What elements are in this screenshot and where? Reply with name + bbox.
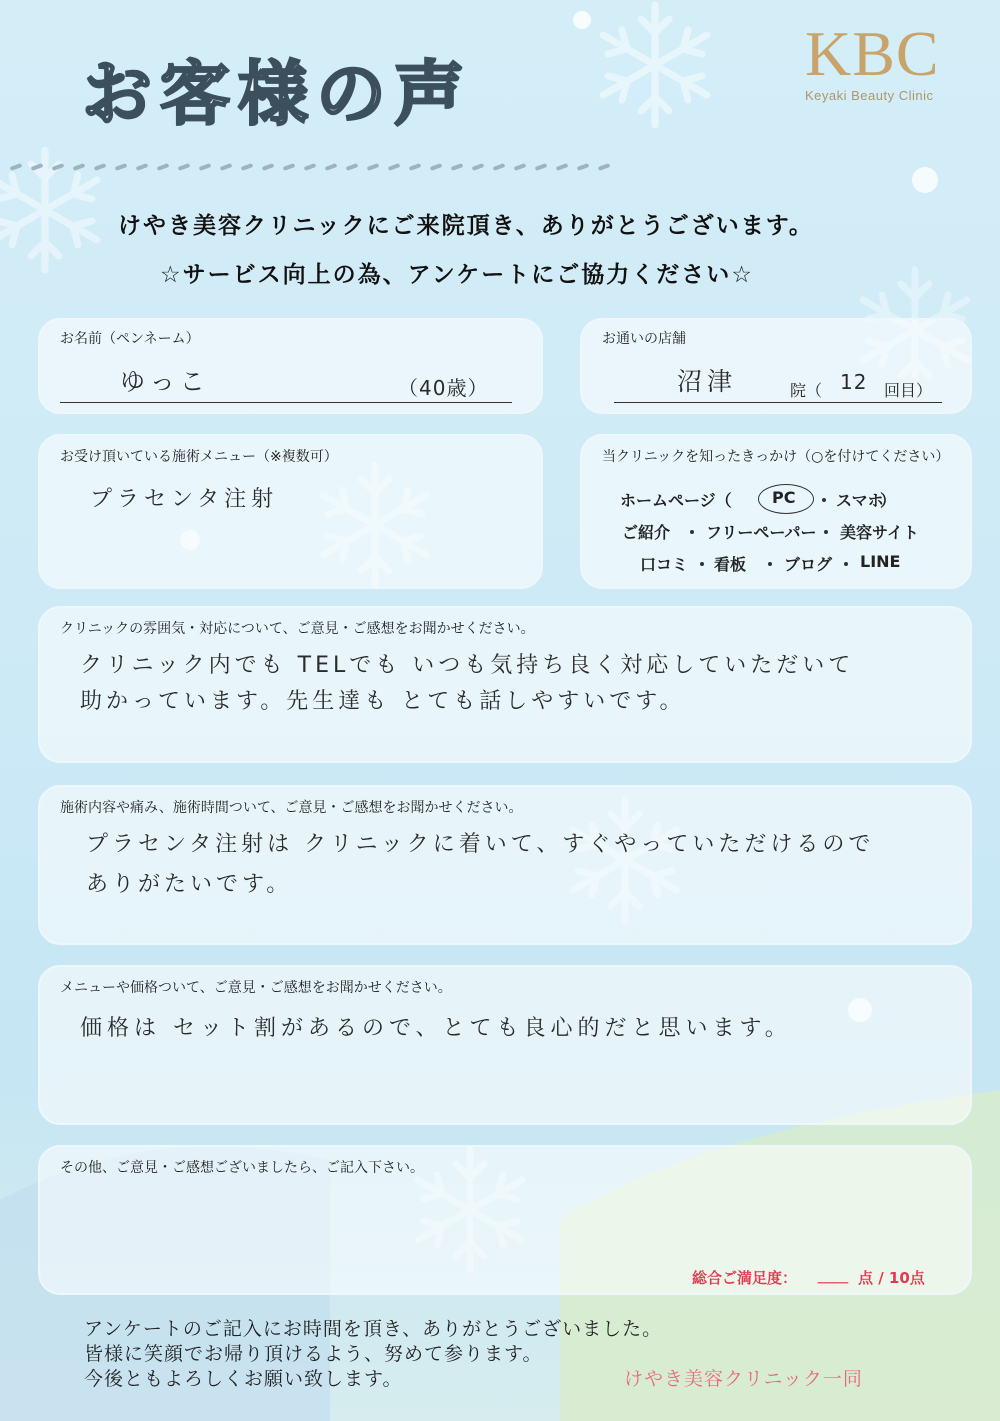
name-underline [60,402,512,403]
intro-line-2: ☆サービス向上の為、アンケートにご協力ください☆ [160,262,754,288]
other-card [38,1145,972,1295]
option-smartphone[interactable]: スマホ [836,491,884,510]
treatment-answer-line-2[interactable]: ありがたいです。 [86,872,293,897]
separator-dot [768,562,772,566]
footer-line-2: 皆様に笑顔でお帰り頂けるよう、努めて参ります。 [84,1343,543,1365]
option-line[interactable]: LINE [860,552,901,571]
menu-value[interactable]: プラセンタ注射 [90,487,279,512]
separator-dot [824,530,828,534]
option-introduction[interactable]: ご紹介 [622,523,671,542]
footer-line-3: 今後ともよろしくお願い致します。 [84,1368,403,1390]
footer-line-1: アンケートのご記入にお時間を頂き、ありがとうございました。 [84,1318,663,1340]
menu-label: お受け頂いている施術メニュー（※複数可） [60,449,338,465]
store-suffix-visits: 回目） [884,381,933,400]
option-word-of-mouth[interactable]: 口コミ [640,555,689,574]
option-blog[interactable]: ブログ [784,555,833,574]
dashed-divider [10,154,620,162]
treatment-answer-line-1[interactable]: プラセンタ注射は クリニックに着いて、すぐやっていただけるので [86,832,875,857]
intro-line-1: けやき美容クリニックにご来院頂き、ありがとうございます。 [118,213,814,239]
store-suffix-in: 院（ [790,381,823,400]
satisfaction-unit: 点 / 10点 [858,1269,925,1287]
separator-dot [690,530,694,534]
atmosphere-answer-line-1[interactable]: クリニック内でも TELでも いつも気持ち良く対応していただいて [80,653,855,678]
name-card [38,318,543,414]
option-homepage-close: ） [880,491,897,510]
price-answer-line-1[interactable]: 価格は セット割があるので、とても良心的だと思います。 [80,1016,792,1041]
option-homepage[interactable]: ホームページ（ [620,491,732,510]
option-signboard[interactable]: 看板 [714,555,747,574]
separator-dot [700,562,704,566]
option-free-paper[interactable]: フリーペーパー [706,523,817,542]
footer-signature: けやき美容クリニック一同 [624,1368,863,1390]
option-pc[interactable]: PC [772,488,796,507]
store-value[interactable]: 沼津 [677,367,738,396]
name-label: お名前（ペンネーム） [60,331,200,347]
separator-dot [822,498,826,502]
other-label: その他、ご意見・ご感想ございましたら、ご記入下さい。 [60,1160,424,1176]
price-card [38,965,972,1125]
treatment-label: 施術内容や痛み、施術時間ついて、ご意見・ご感想をお聞かせください。 [60,800,523,816]
store-label: お通いの店舗 [602,331,686,347]
satisfaction-input[interactable]: ＿＿ [818,1267,849,1285]
page-title: お客様の声 [82,53,472,135]
visit-count[interactable]: 12 [840,370,868,394]
satisfaction-label: 総合ご満足度： [692,1269,798,1287]
kbc-logo [805,18,965,112]
store-underline [614,402,942,403]
atmosphere-answer-line-2[interactable]: 助かっています。先生達も とても話しやすいです。 [80,689,686,714]
option-beauty-site[interactable]: 美容サイト [840,523,919,542]
separator-dot [844,562,848,566]
store-card [580,318,972,414]
source-label: 当クリニックを知ったきっかけ（○を付けてください） [602,449,950,465]
atmosphere-label: クリニックの雰囲気・対応について、ご意見・ご感想をお聞かせください。 [60,621,535,637]
source-card [580,434,972,589]
price-label: メニューや価格ついて、ご意見・ご感想をお聞かせください。 [60,980,452,996]
atmosphere-card [38,606,972,763]
treatment-card [38,785,972,945]
menu-card [38,434,543,589]
logo-subtitle: Keyaki Beauty Clinic [805,88,934,103]
name-value[interactable]: ゆっこ [120,367,210,396]
logo-mark: KBC [805,18,940,89]
age-value[interactable]: （40歳） [398,376,489,400]
